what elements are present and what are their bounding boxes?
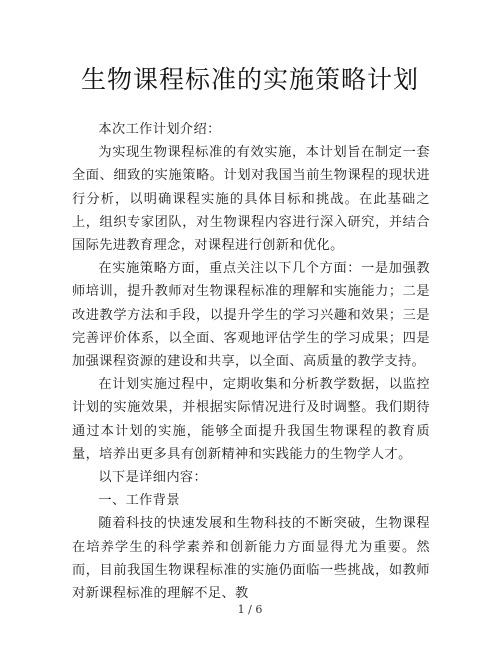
document-title: 生物课程标准的实施策略计划 (80, 65, 419, 94)
details-label: 以下是详细内容： (98, 470, 208, 486)
intro-label: 本次工作计划介绍： (98, 122, 221, 137)
page-number: 1 / 6 (237, 603, 263, 616)
document-body (72, 118, 430, 605)
paragraph-monitoring: 在计划实施过程中，定期收集和分析教学数据，以监控计划的实施效果，并根据实际情况进行及时调整。我们期待通过本计划的实施，能够全面提升我国生物课程的教育质量，培养出更多具有创新精神和实践能力的生物学人才。 (72, 377, 430, 462)
paragraph-strategy: 在实施策略方面，重点关注以下几个方面：一是加强教师培训，提升教师对生物课程标准的理解和实施能力；二是改进教学方法和手段，以提升学生的学习兴趣和效果；三是完善评价体系，以全面、客观地评估学生的学习成果；四是加强课程资源的建设和共享，以全面、高质量的教学支持。 (72, 261, 430, 370)
section-heading-background: 一、工作背景 (98, 493, 180, 509)
paragraph-background: 随着科技的快速发展和生物科技的不断突破，生物课程在培养学生的科学素养和创新能力方面显得尤为重要。然而，目前我国生物课程标准的实施仍面临一些挑战，如教师对新课程标准的理解不足、教 (72, 516, 430, 602)
paragraph-purpose: 为实现生物课程标准的有效实施，本计划旨在制定一套全面、细致的实施策略。计划对我国当前生物课程的现状进行分析，以明确课程实施的具体目标和挑战。在此基础之上，组织专家团队，对生物课程内容进行深入研究，并结合国际先进教育理念，对课程进行创新和优化。 (72, 145, 430, 254)
